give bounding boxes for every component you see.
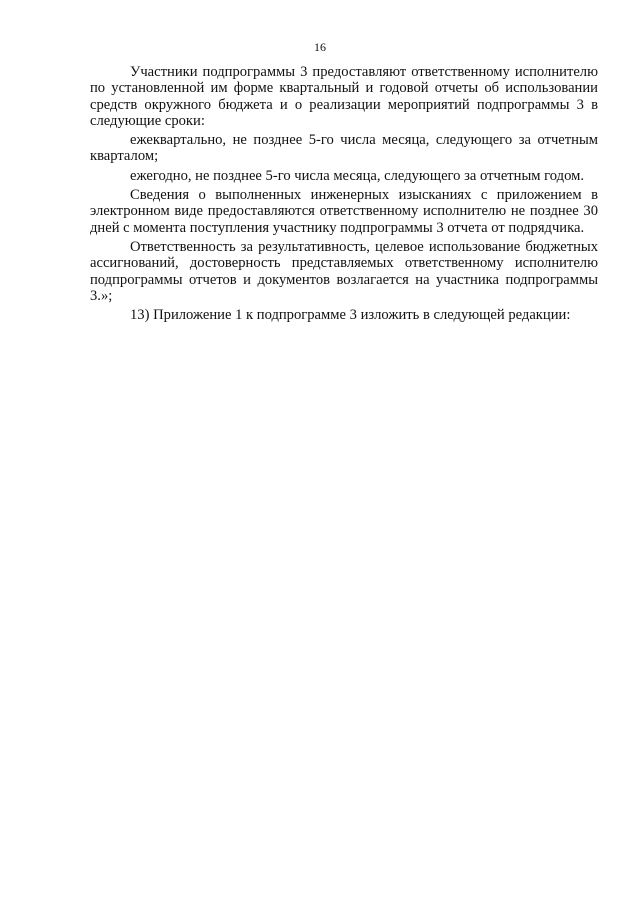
document-body [90,64,598,326]
paragraph-engineering-surveys: Сведения о выполненных инженерных изысканиях с приложением в электронном виде предоставляются ответственному исполнителю не позднее 30 дней с момента поступления участнику подпрограммы 3 отчета от подрядчика. [90,187,598,236]
paragraph-appendix-amendment: 13) Приложение 1 к подпрограмме 3 изложить в следующей редакции: [130,307,571,324]
page-number: 16 [314,40,326,54]
paragraph-quarterly-deadline: ежеквартально, не позднее 5-го числа месяца, следующего за отчетным кварталом; [90,132,598,165]
paragraph-annual-deadline: ежегодно, не позднее 5-го числа месяца, следующего за отчетным годом. [130,167,585,184]
paragraph-responsibility: Ответственность за результативность, целевое использование бюджетных ассигнований, достоверность представляемых ответственному исполнителю подпрограммы отчетов и документов возлагается на участника подпрограммы 3.»; [90,238,598,304]
paragraph-reporting-obligation: Участники подпрограммы 3 предоставляют ответственному исполнителю по установленной им форме квартальный и годовой отчеты об использовании средств окружного бюджета и о реализации мероприятий подпрограммы 3 в следующие сроки: [90,64,598,129]
